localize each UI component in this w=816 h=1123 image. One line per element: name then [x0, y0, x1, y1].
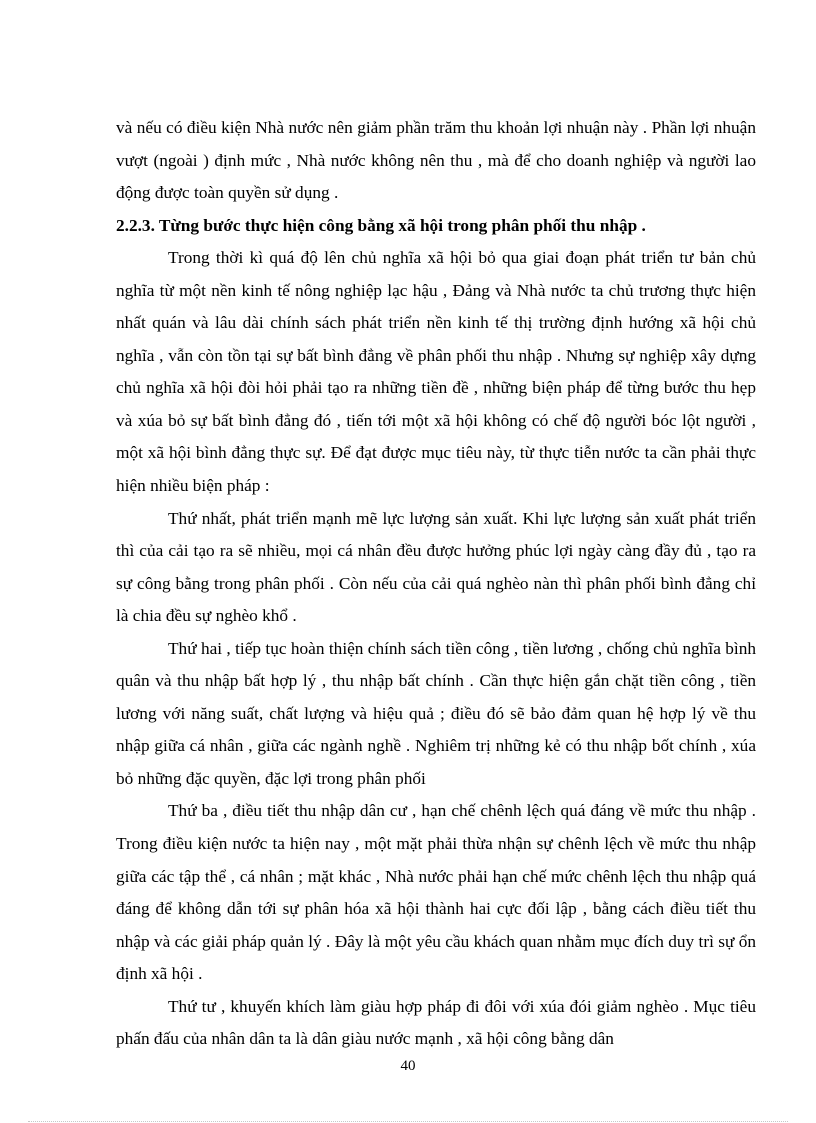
- paragraph-third-measure: Thứ ba , điều tiết thu nhập dân cư , hạn chế chênh lệch quá đáng về mức thu nhập . Trong điều kiện nước ta hiện nay , một mặt phải thừa nhận sự chênh lệch về mức thu nhập giữa các tập thể , cá nhân ; mặt khác , Nhà nước phải hạn chế mức chênh lệch thu nhập quá đáng để không dẫn tới sự phân hóa xã hội thành hai cực đối lập , bằng cách điều tiết thu nhập và các giải pháp quản lý . Đây là một yêu cầu khách quan nhằm mục đích duy trì sự ổn định xã hội .: [116, 801, 756, 984]
- page-bottom-divider: [28, 1121, 788, 1122]
- paragraph-intro: Trong thời kì quá độ lên chủ nghĩa xã hội bỏ qua giai đoạn phát triển tư bản chủ nghĩa từ một nền kinh tế nông nghiệp lạc hậu , Đảng và Nhà nước ta chủ trương thực hiện nhất quán và lâu dài chính sách phát triển nền kinh tế thị trường định hướng xã hội chủ nghĩa , vẫn còn tồn tại sự bất bình đẳng về phân phối thu nhập . Nhưng sự nghiệp xây dựng chủ nghĩa xã hội đòi hỏi phải tạo ra những tiền đề , những biện pháp để từng bước thu hẹp và xúa bỏ sự bất bình đẳng đó , tiến tới một xã hội không có chế độ người bóc lột người , một xã hội bình đẳng thực sự. Để đạt được mục tiêu này, từ thực tiễn nước ta cần phải thực hiện nhiều biện pháp :: [116, 248, 756, 496]
- paragraph-continuation: và nếu có điều kiện Nhà nước nên giảm phần trăm thu khoản lợi nhuận này . Phần lợi nhuận vượt (ngoài ) định mức , Nhà nước không nên thu , mà để cho doanh nghiệp và người lao động được toàn quyền sử dụng .: [116, 118, 756, 203]
- paragraph-second-measure: Thứ hai , tiếp tục hoàn thiện chính sách tiền công , tiền lương , chống chủ nghĩa bình quân và thu nhập bất hợp lý , thu nhập bất chính . Cần thực hiện gắn chặt tiền công , tiền lương với năng suất, chất lượng và hiệu quả ; điều đó sẽ bảo đảm quan hệ hợp lý về thu nhập giữa cá nhân , giữa các ngành nghề . Nghiêm trị những kẻ có thu nhập bốt chính , xúa bỏ những đặc quyền, đặc lợi trong phân phối: [116, 638, 756, 788]
- page-number: 40: [400, 1058, 416, 1074]
- section-heading: 2.2.3. Từng bước thực hiện công bằng xã hội trong phân phối thu nhập .: [116, 215, 646, 235]
- document-body: [116, 112, 756, 1056]
- paragraph-first-measure: Thứ nhất, phát triển mạnh mẽ lực lượng sản xuất. Khi lực lượng sản xuất phát triển thì của cải tạo ra sẽ nhiều, mọi cá nhân đều được hưởng phúc lợi ngày càng đầy đủ , tạo ra sự công bằng trong phân phối . Còn nếu của cải quá nghèo nàn thì phân phối bình đẳng chỉ là chia đều sự nghèo khổ .: [116, 508, 756, 626]
- paragraph-fourth-measure: Thứ tư , khuyến khích làm giàu hợp pháp đi đôi với xúa đói giảm nghèo . Mục tiêu phấn đấu của nhân dân ta là dân giàu nước mạnh , xã hội công bằng dân: [116, 996, 756, 1049]
